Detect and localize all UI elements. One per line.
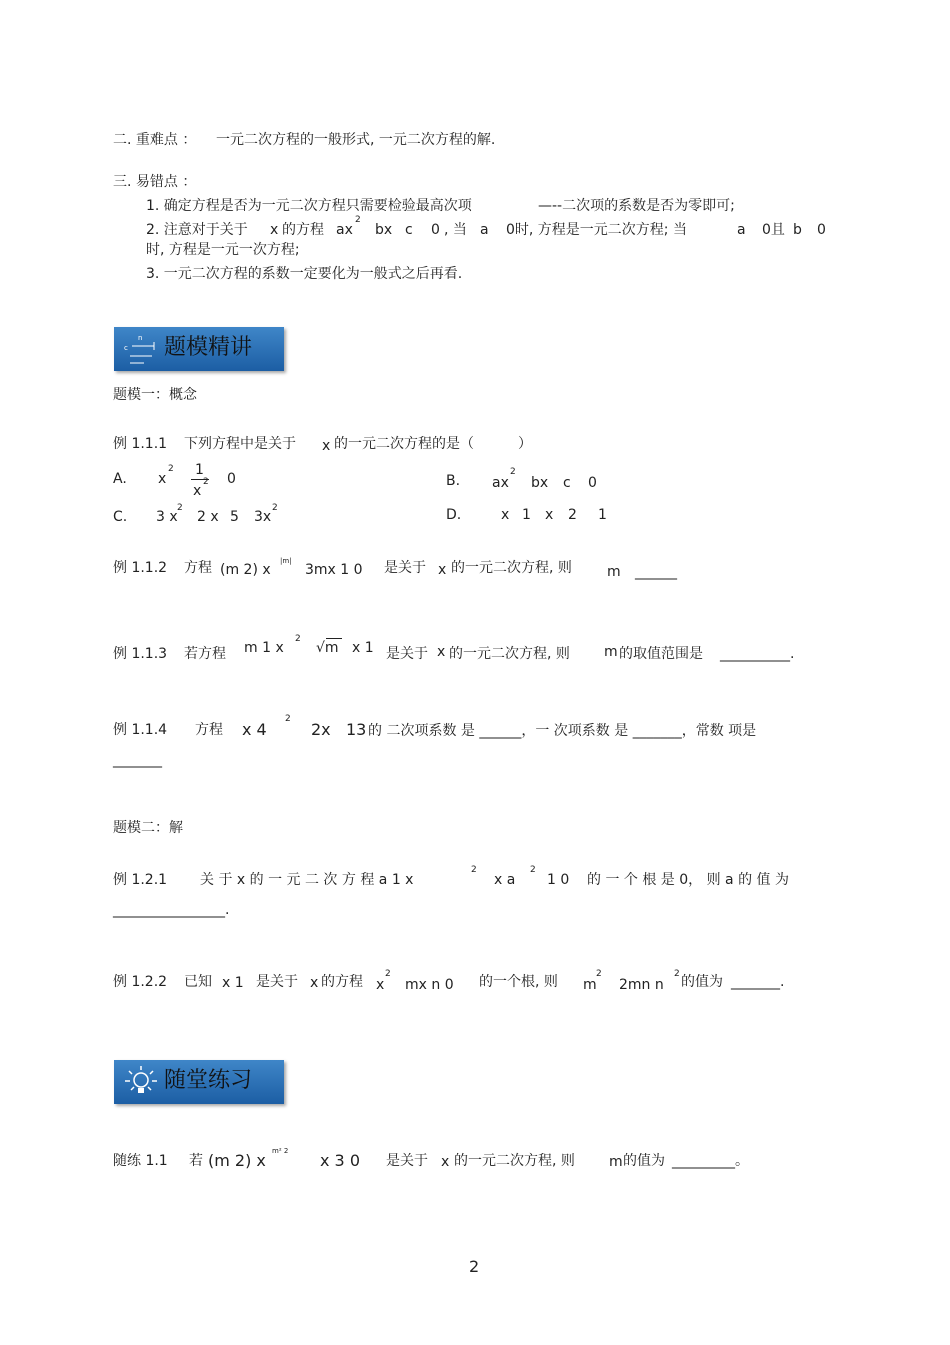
example-label: 例 1.1.4	[113, 722, 168, 738]
section-banner-practice	[114, 1060, 284, 1104]
answer-blank[interactable]: ________________.	[113, 902, 230, 918]
text-segment: 的方程	[282, 222, 324, 238]
var-x: x	[310, 975, 319, 991]
svg-text:c: c	[124, 344, 128, 352]
term: 3x	[254, 509, 272, 525]
var-m: m	[604, 644, 618, 660]
question-text: 的一个根, 则	[479, 974, 558, 990]
section-title: 题模精讲	[164, 335, 253, 360]
math-expression: x 1	[222, 975, 244, 991]
sqrt-term: √m	[316, 640, 339, 656]
math-expression: 3mx 1 0	[305, 562, 363, 578]
term: m	[583, 977, 597, 993]
error-point-2-line2: 时, 方程是一元一次方程;	[146, 242, 300, 258]
exponent: 2	[355, 215, 361, 225]
exponent: 2	[596, 969, 602, 979]
var-a: a	[480, 222, 489, 238]
exponent: 2	[177, 503, 183, 513]
option-label: C.	[113, 509, 128, 525]
exponent: |m|	[280, 557, 292, 565]
answer-blank[interactable]: _________。	[672, 1153, 749, 1169]
question-text: 是关于	[384, 560, 426, 576]
exponent: 2	[510, 467, 516, 477]
question-text: 方程	[184, 560, 212, 576]
term-c: c	[563, 475, 571, 491]
example-label: 例 1.1.3	[113, 646, 168, 662]
option-label: B.	[446, 473, 461, 489]
error-point-1: 1. 确定方程是否为一元二次方程只需要检验最高次项	[146, 198, 472, 214]
exponent: 2	[530, 865, 536, 875]
exponent: 2	[285, 714, 291, 724]
exponent: 2	[385, 969, 391, 979]
question-text: 方程	[195, 722, 223, 738]
error-point-2-lead: 2. 注意对于关于	[146, 222, 248, 238]
text-segment: 0时, 方程是一元二次方程; 当	[506, 222, 687, 238]
question-text: 的方程	[321, 974, 363, 990]
term-bx: bx	[531, 475, 549, 491]
term-c: c	[405, 222, 413, 238]
section-banner-lecture	[114, 327, 284, 371]
math-expression: (m 2) x	[220, 562, 271, 578]
answer-blank[interactable]: ______	[635, 564, 677, 580]
example-label: 例 1.2.1	[113, 872, 168, 888]
term-zero: 0	[431, 222, 440, 238]
difficult-label: 二. 重难点 ：	[113, 132, 197, 148]
fraction-numerator: 1	[195, 462, 204, 478]
math-expression: (m 2) x	[208, 1151, 266, 1170]
math-expression: mx n 0	[405, 977, 454, 993]
question-text: 是关于	[256, 974, 298, 990]
term: x	[158, 471, 167, 487]
option-label: A.	[113, 471, 127, 487]
math-expression: m 1 x	[244, 640, 284, 656]
exponent: 2	[471, 865, 477, 875]
term-ax: ax	[492, 475, 509, 491]
text-segment: , 当	[444, 222, 467, 238]
error-point-1-end: —--二次项的系数是否为零即可;	[538, 198, 735, 214]
term: 1	[598, 507, 607, 523]
question-text: 若方程	[184, 646, 226, 662]
question-text: 的一元二次方程, 则	[451, 560, 572, 576]
question-text: 关 于 x 的 一 元 二 次 方 程 a 1 x	[200, 872, 414, 888]
exponent: 2	[295, 634, 301, 644]
term-zero: 0	[817, 222, 826, 238]
question-text: 的一元二次方程, 则	[449, 646, 570, 662]
term: 2 x	[197, 509, 219, 525]
text-segment: 0且	[762, 222, 785, 238]
question-text: 的 一 个 根 是 0， 则 a 的 值 为	[587, 872, 789, 888]
math-expression: x a	[494, 872, 516, 888]
lightbulb-icon	[122, 1063, 160, 1101]
model-title: 题模一：概念	[113, 387, 197, 403]
model-title: 题模二：解	[113, 820, 183, 836]
var-m: m	[609, 1154, 623, 1170]
term: 2	[568, 507, 577, 523]
exponent: m² 2	[272, 1147, 289, 1155]
var-a: a	[737, 222, 746, 238]
exponent: 2	[168, 464, 174, 474]
question-text: 的一元二次方程, 则	[454, 1153, 575, 1169]
answer-blank[interactable]: _______	[113, 752, 162, 768]
var-x: x	[270, 222, 279, 238]
question-text: 的值为	[681, 974, 723, 990]
question-text: 的值为	[623, 1153, 665, 1169]
term-zero: 0	[588, 475, 597, 491]
error-point-3: 3. 一元二次方程的系数一定要化为一般式之后再看.	[146, 266, 463, 282]
var-x: x	[437, 644, 446, 660]
question-text: 若	[189, 1153, 203, 1169]
term: x	[501, 507, 510, 523]
term: 5	[230, 509, 239, 525]
question-text: 下列方程中是关于	[184, 436, 296, 452]
svg-text:n: n	[138, 334, 143, 342]
question-text: 是关于	[386, 646, 428, 662]
answer-blank[interactable]: _______.	[731, 974, 785, 990]
math-expression: 13	[346, 720, 367, 739]
question-text: 的取值范围是	[619, 646, 703, 662]
formula-board-icon	[122, 330, 160, 368]
example-label: 例 1.2.2	[113, 974, 168, 990]
exponent: 2	[674, 969, 680, 979]
math-expression: 2x	[311, 720, 331, 739]
math-expression: x 1	[352, 640, 374, 656]
term-ax: ax	[336, 222, 353, 238]
term-bx: bx	[375, 222, 393, 238]
page-number: 2	[469, 1257, 480, 1276]
practice-label: 随练 1.1	[113, 1153, 168, 1169]
term: 1	[522, 507, 531, 523]
var-b: b	[793, 222, 802, 238]
example-label: 例 1.1.2	[113, 560, 168, 576]
paren-close: ）	[518, 436, 532, 452]
exponent: 2	[272, 503, 278, 513]
question-text: 的 二次项系数 是 ______，一 次项系数 是 _______，常数 项是	[368, 723, 757, 739]
error-label: 三. 易错点 ：	[113, 174, 197, 190]
section-title: 随堂练习	[164, 1068, 253, 1093]
term: 3 x	[156, 509, 178, 525]
term: x	[376, 977, 385, 993]
answer-blank[interactable]: __________.	[720, 646, 795, 662]
difficult-text: 一元二次方程的一般形式, 一元二次方程的解.	[216, 132, 496, 148]
exponent: 2	[203, 477, 209, 487]
sqrt-bar	[326, 638, 342, 639]
term: x	[545, 507, 554, 523]
math-expression: x 4	[242, 720, 267, 739]
example-label: 例 1.1.1	[113, 436, 168, 452]
fraction-denominator: x	[193, 483, 202, 499]
question-text: 的一元二次方程的是（	[334, 436, 474, 452]
var-x: x	[438, 562, 447, 578]
option-label: D.	[446, 507, 462, 523]
math-expression: 2mn n	[619, 977, 664, 993]
question-text: 已知	[184, 974, 212, 990]
var-m: m	[607, 564, 621, 580]
term-zero: 0	[227, 471, 236, 487]
var-x: x	[322, 438, 331, 454]
math-expression: 1 0	[547, 872, 570, 888]
var-x: x	[441, 1154, 450, 1170]
math-expression: x 3 0	[320, 1151, 360, 1170]
question-text: 是关于	[386, 1153, 428, 1169]
